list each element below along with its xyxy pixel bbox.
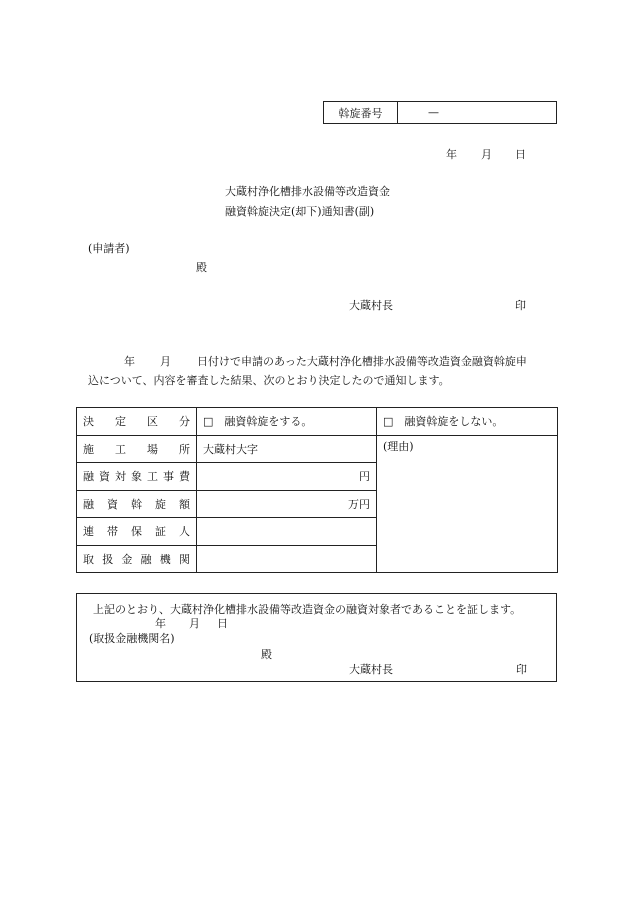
label-amount-text: 融 資 斡 旋 額	[83, 497, 190, 511]
applicant-label: (申請者)	[88, 242, 130, 255]
site-value[interactable]: 大蔵村大字	[197, 435, 377, 463]
certificate-honorific: 殿	[261, 648, 272, 661]
number-label: 斡旋番号	[324, 102, 398, 123]
date-month: 月	[481, 148, 492, 161]
number-value[interactable]: —	[428, 106, 439, 119]
row-label-cost	[77, 463, 197, 491]
row-label-guarantor	[77, 518, 197, 546]
guarantor-value[interactable]	[197, 518, 377, 546]
body-line2: 込について、内容を審査した結果、次のとおり決定したので通知します。	[88, 374, 450, 387]
row-label-bank	[77, 545, 197, 573]
certificate-month: 月	[189, 617, 200, 630]
label-site-text: 施 工 場 所	[83, 442, 190, 456]
option-approve[interactable]: □ 融資斡旋をする。	[197, 408, 377, 436]
reason-cell[interactable]: (理由)	[377, 435, 558, 573]
number-box	[323, 101, 557, 124]
issuer-name: 大蔵村長	[349, 299, 393, 312]
label-cost-text: 融 資 対 象 工 事 費	[83, 470, 190, 484]
row-label-decision	[77, 408, 197, 436]
bank-value[interactable]	[197, 545, 377, 573]
title-line2: 融資斡旋決定(却下)通知書(副)	[225, 205, 375, 218]
amount-value[interactable]: 万円	[197, 490, 377, 518]
option-reject[interactable]: □ 融資斡旋をしない。	[377, 408, 558, 436]
table-row	[77, 408, 558, 436]
body-line1: 日付けで申請のあった大蔵村浄化槽排水設備等改造資金融資斡旋申	[197, 355, 527, 368]
certificate-day: 日	[217, 617, 228, 630]
row-label-site	[77, 435, 197, 463]
label-guarantor-text: 連 帯 保 証 人	[83, 525, 190, 539]
issuer-seal: 印	[515, 299, 526, 312]
title-line1: 大蔵村浄化槽排水設備等改造資金	[225, 185, 390, 198]
label-bank-text: 取 扱 金 融 機 関	[83, 552, 190, 566]
certificate-issuer: 大蔵村長	[349, 663, 393, 676]
certificate-year: 年	[155, 617, 166, 630]
date-year: 年	[446, 148, 457, 161]
applicant-honorific: 殿	[196, 261, 207, 274]
body-month: 月	[160, 355, 171, 368]
label-decision-text: 決 定 区 分	[83, 415, 190, 429]
date-day: 日	[515, 148, 526, 161]
body-year: 年	[124, 355, 135, 368]
certificate-box	[76, 593, 557, 682]
row-label-amount	[77, 490, 197, 518]
cost-value[interactable]: 円	[197, 463, 377, 491]
certificate-text: 上記のとおり、大蔵村浄化槽排水設備等改造資金の融資対象者であることを証します。	[93, 603, 522, 616]
certificate-institution-label: (取扱金融機関名)	[89, 632, 175, 645]
decision-table	[76, 407, 558, 573]
table-row	[77, 435, 558, 463]
certificate-seal: 印	[516, 663, 527, 676]
